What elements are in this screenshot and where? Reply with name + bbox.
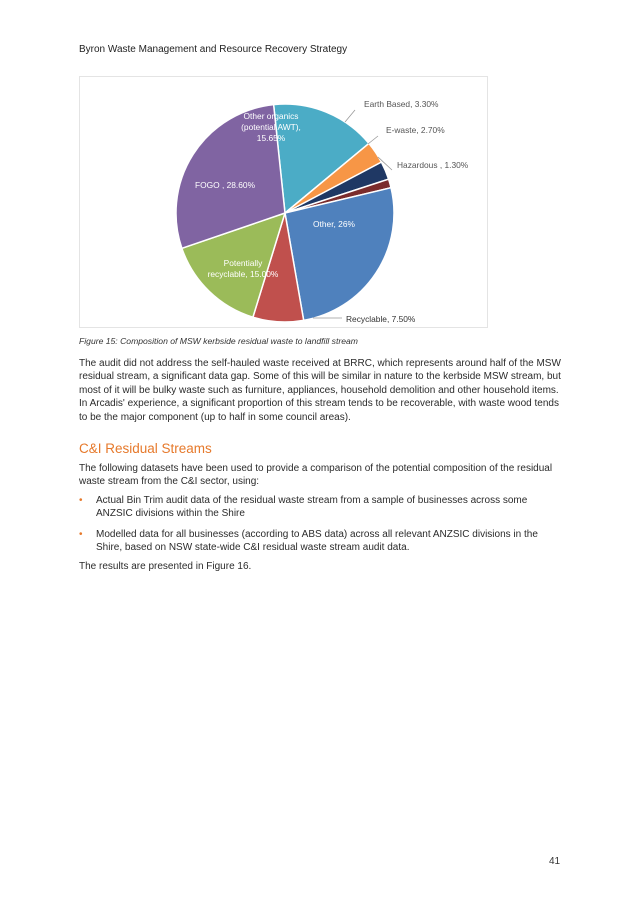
section-heading: C&I Residual Streams — [79, 441, 212, 456]
pie-label-other: Other, 26% — [313, 219, 355, 229]
bullet-text: Modelled data for all businesses (according to ABS data) across all relevant ANZSIC divisions in the Shire, based on NSW state-wide C&I residual waste stream audit data. — [96, 528, 538, 554]
leader-line — [368, 136, 378, 144]
bullet-icon: • — [79, 528, 83, 540]
pie-label-recyclable: Recyclable, 7.50% — [346, 314, 416, 324]
list-item — [79, 528, 561, 555]
list-item — [79, 494, 561, 521]
paragraph-results: The results are presented in Figure 16. — [79, 561, 252, 572]
pie-label-potentially-recyclable: Potentially recyclable, 15.00% — [207, 258, 279, 279]
page-number: 41 — [549, 856, 561, 867]
bullet-text: Actual Bin Trim audit data of the residual waste stream from a sample of businesses across some ANZSIC divisions within the Shire — [96, 495, 528, 520]
document-header: Byron Waste Management and Resource Recovery Strategy — [79, 44, 348, 55]
pie-label-fogo: FOGO , 28.60% — [194, 180, 256, 190]
pie-chart-frame — [79, 76, 488, 328]
pie-label-hazardous: Hazardous , 1.30% — [397, 160, 469, 170]
bullet-icon: • — [79, 495, 83, 506]
pie-label-e-waste: E-waste, 2.70% — [386, 125, 445, 135]
paragraph-self-hauled: The audit did not address the self-hauled waste received at BRRC, which represents around half of the MSW residual stream, a significant data gap. Some of this will be similar in nature to the kerbside MSW stream, but most of it will be bulky waste such as furniture, appliances, household demolition and other household items. In Arcadis' experience, a significant proportion of this stream tends to be recoverable, with waste wood tends to be the major component (up to half in some council areas). — [79, 358, 561, 423]
bullet-list — [79, 494, 561, 562]
pie-label-earth-based: Earth Based, 3.30% — [364, 99, 439, 109]
pie-chart — [80, 77, 489, 329]
leader-line — [345, 110, 355, 122]
figure-caption: Figure 15: Composition of MSW kerbside residual waste to landfill stream — [79, 336, 358, 346]
paragraph-datasets: The following datasets have been used to provide a comparison of the potential composition of the residual waste stream from the C&I sector, using: — [79, 463, 553, 488]
pie-label-other-organics-potential-awt-: Other organics (potential AWT), 15.65% — [241, 111, 301, 143]
